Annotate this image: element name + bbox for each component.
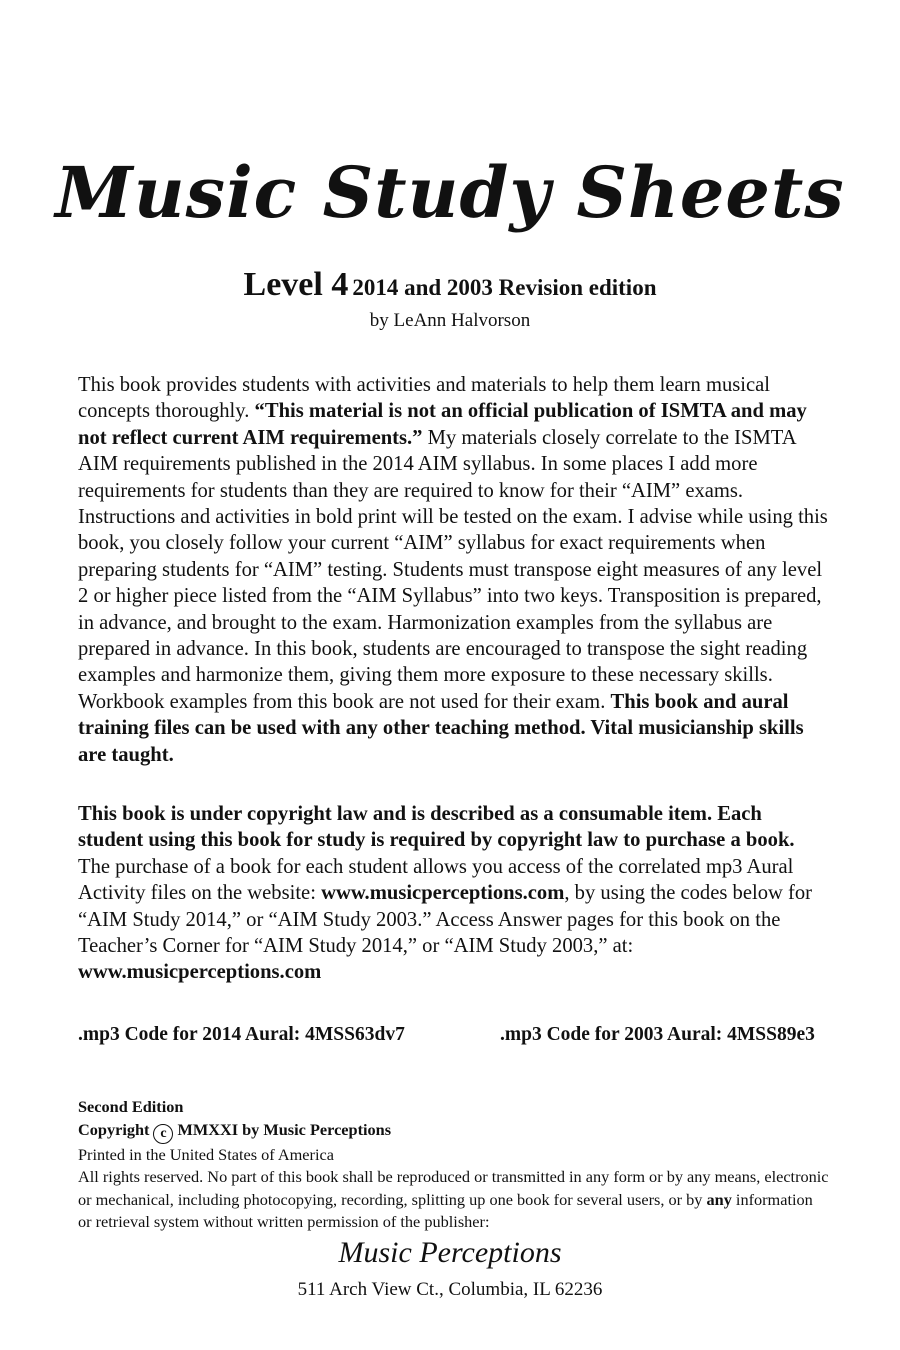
- author-line: by LeAnn Halvorson: [369, 310, 531, 331]
- intro-text-1: This book provides students with activities and materials to help them learn musical concepts thoroughly.: [78, 374, 771, 423]
- intro-paragraph: [78, 372, 828, 768]
- printed-statement: Printed in the United States of America: [78, 1144, 334, 1164]
- copyright-symbol-icon: c: [153, 1124, 173, 1144]
- edition-label: 2014 and 2003 Revision edition: [352, 275, 657, 300]
- website-link-1: www.musicperceptions.com: [321, 882, 565, 905]
- publisher-name: Music Perceptions: [338, 1236, 562, 1269]
- copyright-text-2: , by using the codes below for “AIM Study 2014,” or “AIM Study 2003.” Access Answer pages for this book on the Teacher’s Corner for “AIM Study 2014,” or “AIM Study 2003,” at:: [78, 882, 813, 958]
- copyright-law-notice: This book is under copyright law and is described as a consumable item. Each student using this book for study is required by copyright law to purchase a book.: [78, 803, 795, 852]
- rights-reserved-text: [78, 1166, 830, 1234]
- copyright-text-1: The purchase of a book for each student allows you access of the correlated mp3 Aural Activity files on the website:: [78, 855, 794, 905]
- copyright-line: [78, 1119, 830, 1144]
- intro-disclaimer: “This material is not an official publication of ISMTA and may not reflect current AIM requirements.”: [78, 400, 807, 449]
- intro-text-2: My materials closely correlate to the ISMTA AIM requirements published in the 2014 AIM syllabus. In some places I add more requirements for students than they are required to know for their “AIM” exams. Instructions and activities in bold print will be tested on the exam. I advise while using this book, you closely follow your current “AIM” syllabus for exact requirements when preparing students for “AIM” testing. Students must transpose eight measures of any level 2 or higher piece listed from the “AIM Syllabus” into two keys. Transposition is prepared, in advance, and brought to the exam. Harmonization examples from the syllabus are prepared in advance. In this book, students are encouraged to transpose the sight reading examples and harmonize them, giving them more exposure to these necessary skills. Workbook examples from this book are not used for their exam.: [78, 426, 828, 713]
- level-line: [0, 268, 900, 302]
- copyright-label: Copyright: [78, 1119, 150, 1139]
- code-2003: .mp3 Code for 2003 Aural: 4MSS89e3: [500, 1024, 815, 1045]
- copyright-holder: MMXXI by Music Perceptions: [177, 1119, 392, 1139]
- website-link-2: www.musicperceptions.com: [78, 961, 322, 984]
- rights-text-2: information or retrieval system without written permission of the publisher:: [78, 1189, 813, 1232]
- rights-bold-any: any: [706, 1189, 732, 1209]
- book-title: Music Study Sheets: [55, 151, 845, 234]
- copyright-notice-paragraph: [78, 801, 828, 986]
- intro-method-note: This book and aural training files can be used with any other teaching method. Vital musicianship skills are taught.: [78, 690, 804, 766]
- level-label: Level 4: [243, 266, 349, 303]
- publisher-address: 511 Arch View Ct., Columbia, IL 62236: [297, 1279, 603, 1300]
- rights-block: [78, 1096, 830, 1234]
- rights-text-1: All rights reserved. No part of this book shall be reproduced or transmitted in any form or by any means, electronic or mechanical, including photocopying, recording, splitting up one book for several users, or by: [78, 1167, 829, 1209]
- code-2014: .mp3 Code for 2014 Aural: 4MSS63dv7: [78, 1024, 405, 1045]
- edition-statement: Second Edition: [78, 1097, 184, 1116]
